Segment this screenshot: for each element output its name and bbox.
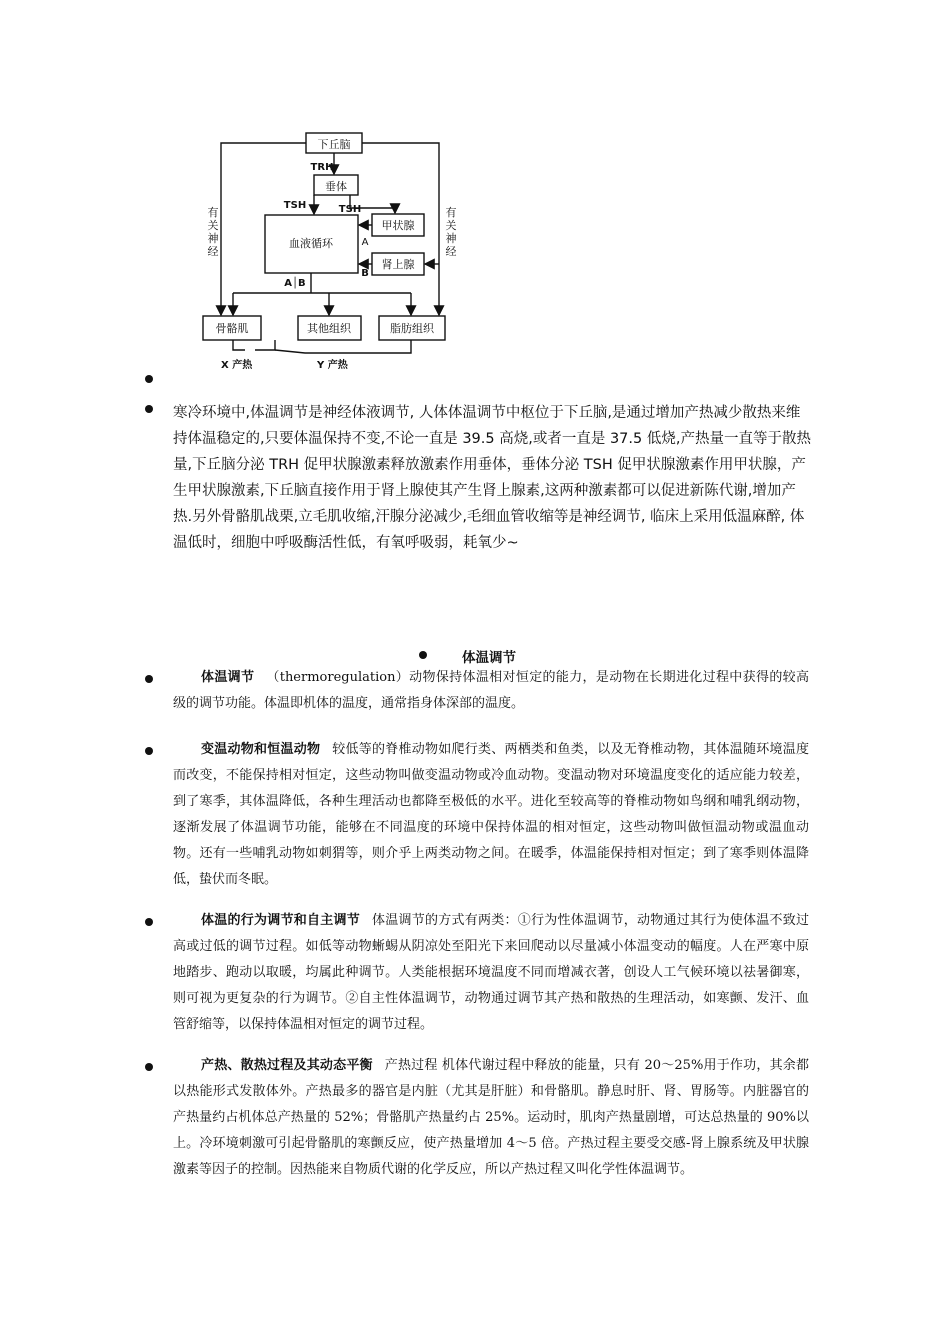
text-1: （thermoregulation）动物保持体温相对恒定的能力，是动物在长期进化过程中获得的较高级的调节功能。体温即机体的温度，通常指身体深部的温度。 (173, 670, 809, 711)
bullet-intro (145, 405, 153, 413)
thyroid-label: 甲状腺 (381, 219, 415, 232)
adrenal-label: 肾上腺 (381, 258, 415, 271)
thermoregulation-diagram (195, 128, 465, 380)
muscle-label: 骨骼肌 (215, 322, 249, 335)
tsh-left-label: TSH (283, 200, 307, 211)
x-heat-label: X 产热 (221, 360, 253, 371)
pituitary-label: 垂体 (325, 180, 347, 193)
trh-label: TRH (310, 162, 334, 173)
text-3: 体温调节的方式有两类：①行为性体温调节，动物通过其行为使体温不致过高或过低的调节过程。如低等动物蜥蜴从阴凉处至阳光下来回爬动以尽量减小体温变动的幅度。人在严寒中原地踏步、跑动以取暖，均属此种调节。人类能根据环境温度不同而增减衣著，创设人工气候环境以祛暑御寒，则可视为更复杂的行为调节。②自主性体温调节，动物通过调节其产热和散热的生理活动，如寒颤、发汗、血管舒缩等，以保持体温相对恒定的调节过程。 (173, 913, 809, 1032)
term-2: 变温动物和恒温动物 (201, 742, 321, 757)
label-ab: A│B (284, 278, 306, 289)
text-2: 较低等的脊椎动物如爬行类、两栖类和鱼类，以及无脊椎动物，其体温随环境温度而改变，不能保持相对恒定，这些动物叫做变温动物或冷血动物。变温动物对环境温度变化的适应能力较差，到了寒季，其体温降低，各种生理活动也都降至极低的水平。进化至较高等的脊椎动物如鸟纲和哺乳纲动物，逐渐发展了体温调节功能，能够在不同温度的环境中保持体温的相对恒定，这些动物叫做恒温动物或温血动物。还有一些哺乳动物如刺猬等，则介乎上两类动物之间。在暖季，体温能保持相对恒定；到了寒季则体温降低，蛰伏而冬眠。 (173, 742, 809, 887)
bullet-empty (145, 375, 153, 383)
tsh-right-label: TSH (338, 204, 362, 215)
paragraph-3 (173, 908, 809, 1038)
label-b-right: B (361, 268, 369, 279)
label-a-right: A (361, 237, 369, 248)
term-1: 体温调节 (201, 670, 255, 685)
text-4: 产热过程 机体代谢过程中释放的能量，只有 20～25%用于作功，其余都以热能形式发散体外。产热最多的器官是内脏（尤其是肝脏）和骨骼肌。静息时肝、肾、胃肠等。内脏器官的产热量约占机体总产热量的 52%；骨骼肌产热量约占 25%。运动时，肌肉产热量剧增，可达总热量的 90%以上。冷环境刺激可引起骨骼肌的寒颤反应，使产热量增加 4～5 倍。产热过程主要受交感-肾上腺系统及甲状腺激素等因子的控制。因热能来自物质代谢的化学反应，所以产热过程又叫化学性体温调节。 (173, 1058, 809, 1177)
intro-paragraph: 寒冷环境中,体温调节是神经体液调节, 人体体温调节中枢位于下丘脑,是通过增加产热减少散热来维持体温稳定的,只要体温保持不变,不论一直是 39.5 高烧,或者一直是 37.5 低烧,产热量一直等于散热量,下丘脑分泌 TRH 促甲状腺激素释放激素作用垂体，垂体分泌 TSH 促甲状腺激素作用甲状腺，产生甲状腺激素,下丘脑直接作用于肾上腺使其产生肾上腺素,这两种激素都可以促进新陈代谢,增加产热.另外骨骼肌战栗,立毛肌收缩,汗腺分泌减少,毛细血管收缩等是神经调节, 临床上采用低温麻醉, 体温低时，细胞中呼吸酶活性低，有氧呼吸弱，耗氧少~ (173, 405, 811, 551)
hypothalamus-label: 下丘脑 (317, 138, 351, 151)
bullet-title (419, 651, 427, 659)
bullet-para-3 (145, 918, 153, 926)
term-4: 产热、散热过程及其动态平衡 (201, 1058, 373, 1073)
paragraph-4 (173, 1053, 809, 1183)
section-title: 体温调节 (462, 650, 516, 666)
paragraph-2 (173, 737, 809, 893)
nerve-right-label: 有关神经 (445, 206, 457, 258)
other-tissue-label: 其他组织 (307, 322, 351, 335)
paragraph-1 (173, 665, 809, 717)
bullet-para-2 (145, 747, 153, 755)
nerve-left-label: 有关神经 (207, 206, 219, 258)
blood-label: 血液循环 (289, 237, 333, 250)
fat-tissue-label: 脂肪组织 (390, 322, 434, 335)
bullet-para-4 (145, 1063, 153, 1071)
bullet-para-1 (145, 675, 153, 683)
term-3: 体温的行为调节和自主调节 (201, 913, 360, 928)
y-heat-label: Y 产热 (317, 360, 348, 371)
